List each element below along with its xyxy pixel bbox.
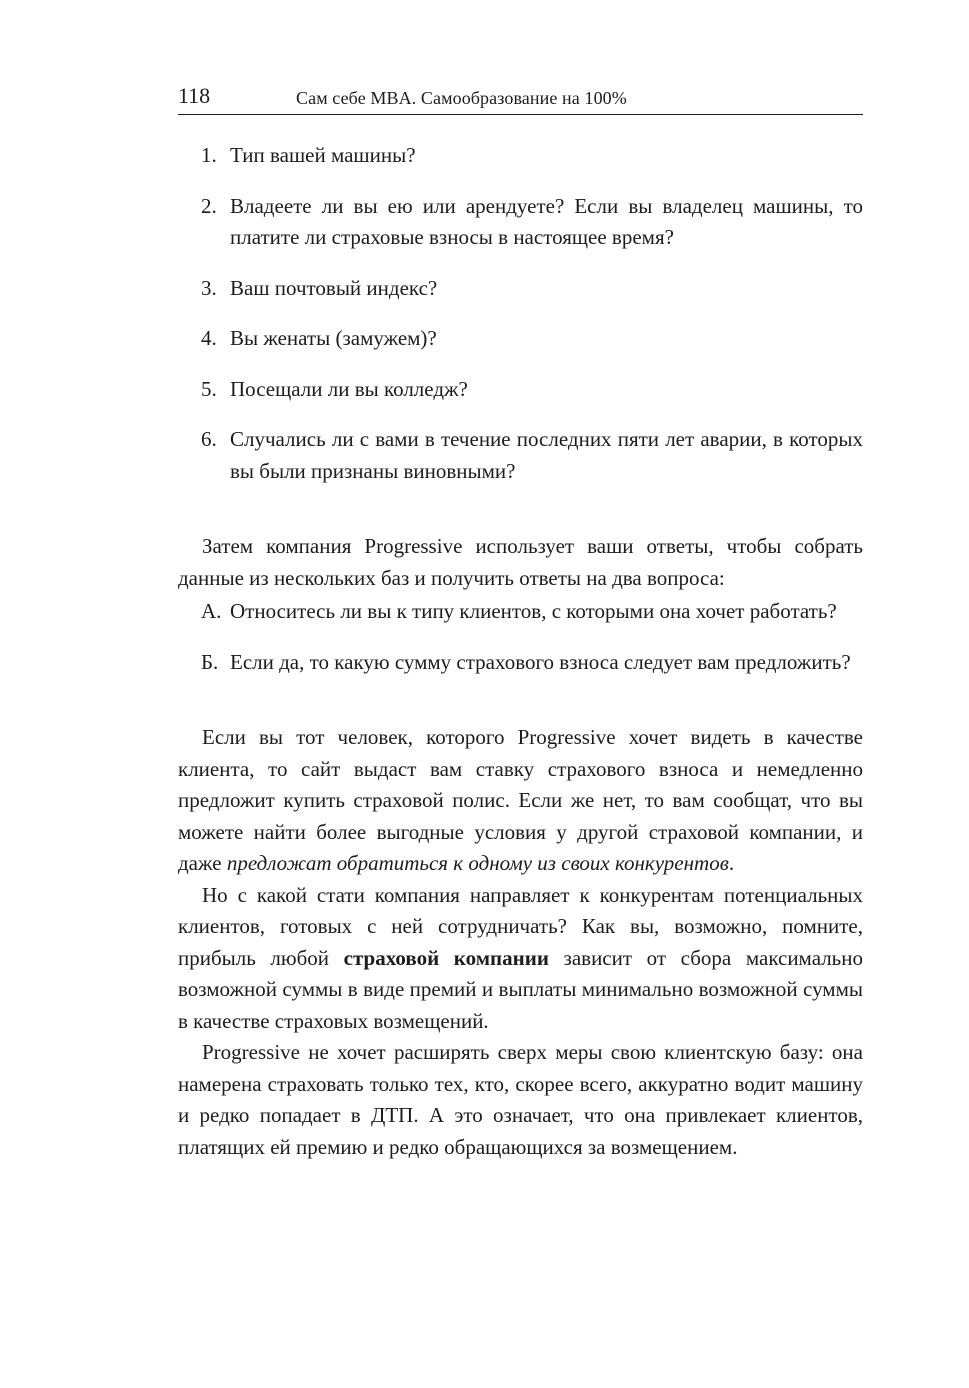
paragraph-end: . <box>728 851 735 875</box>
list-item <box>178 191 863 254</box>
list-item <box>178 424 863 487</box>
list-item-number: 5. <box>201 376 217 401</box>
list-item-number: 1. <box>201 143 217 167</box>
page-number: 118 <box>178 83 211 108</box>
list-item <box>178 374 863 406</box>
list-item-text: Относитесь ли вы к типу клиентов, с которыми она хочет работать? <box>230 599 837 623</box>
running-title: Сам себе MBA. Самообразование на 100% <box>296 88 627 108</box>
page-header <box>178 82 863 115</box>
page-body <box>178 140 863 1163</box>
list-item-text: Ваш почтовый индекс? <box>230 275 438 300</box>
body-paragraph <box>178 880 863 1038</box>
bold-term: страховой компании <box>343 945 549 970</box>
paragraph-text-continued: зависит от сбора максимально возможной суммы в виде премий и выплаты минимально возможной суммы в качестве страховых возмещений. <box>178 945 863 1033</box>
list-item <box>178 273 863 305</box>
questions-list <box>178 140 863 487</box>
list-item-letter: А. <box>201 599 222 623</box>
list-item <box>178 647 863 679</box>
body-paragraph: Progressive не хочет расширять сверх меры свою клиентскую базу: она намерена страховать только тех, кто, скорее всего, аккуратно водит машину и редко попадает в ДТП. А это означает, что она привлекает клиентов, платящих ей премию и редко обращающихся за возмещением. <box>178 1040 863 1159</box>
list-item-text: Посещали ли вы колледж? <box>230 376 468 401</box>
intro-paragraph: Затем компания Progressive использует ваши ответы, чтобы собрать данные из нескольких баз и получить ответы на два вопроса: <box>178 534 863 590</box>
list-item <box>178 323 863 355</box>
italic-phrase: предложат обратиться к одному из своих конкурентов <box>226 851 729 875</box>
list-item-text: Владеете ли вы ею или арендуете? Если вы владелец машины, то платите ли страховые взносы в настоящее время? <box>230 193 863 249</box>
list-item-letter: Б. <box>201 649 219 674</box>
list-item <box>178 140 863 172</box>
list-item-number: 6. <box>201 427 217 451</box>
list-item <box>178 596 863 628</box>
list-item-text: Случались ли с вами в течение последних пяти лет аварии, в которых вы были признаны виновными? <box>230 427 863 483</box>
list-item-number: 3. <box>201 275 217 300</box>
list-item-text: Тип вашей машины? <box>230 143 416 167</box>
list-item-text: Вы женаты (замужем)? <box>230 326 437 350</box>
list-item-text: Если да, то какую сумму страхового взноса следует вам предложить? <box>230 649 851 674</box>
paragraph-text: Но с какой стати компания направляет к конкурентам потенциальных клиентов, готовых с ней сотрудничать? Как вы, возможно, помните, прибыль любой <box>178 882 863 970</box>
paragraph-text: Если вы тот человек, которого Progressive хочет видеть в качестве клиента, то сайт выдаст вам ставку страхового взноса и немедленно предложит купить страховой полис. Если же нет, то вам сообщат, что вы можете найти более выгодные условия у другой страховой компании, и даже <box>178 725 863 875</box>
list-item-number: 2. <box>201 193 217 218</box>
list-item-number: 4. <box>201 326 217 350</box>
answers-list <box>178 596 863 678</box>
body-paragraph <box>178 722 863 880</box>
